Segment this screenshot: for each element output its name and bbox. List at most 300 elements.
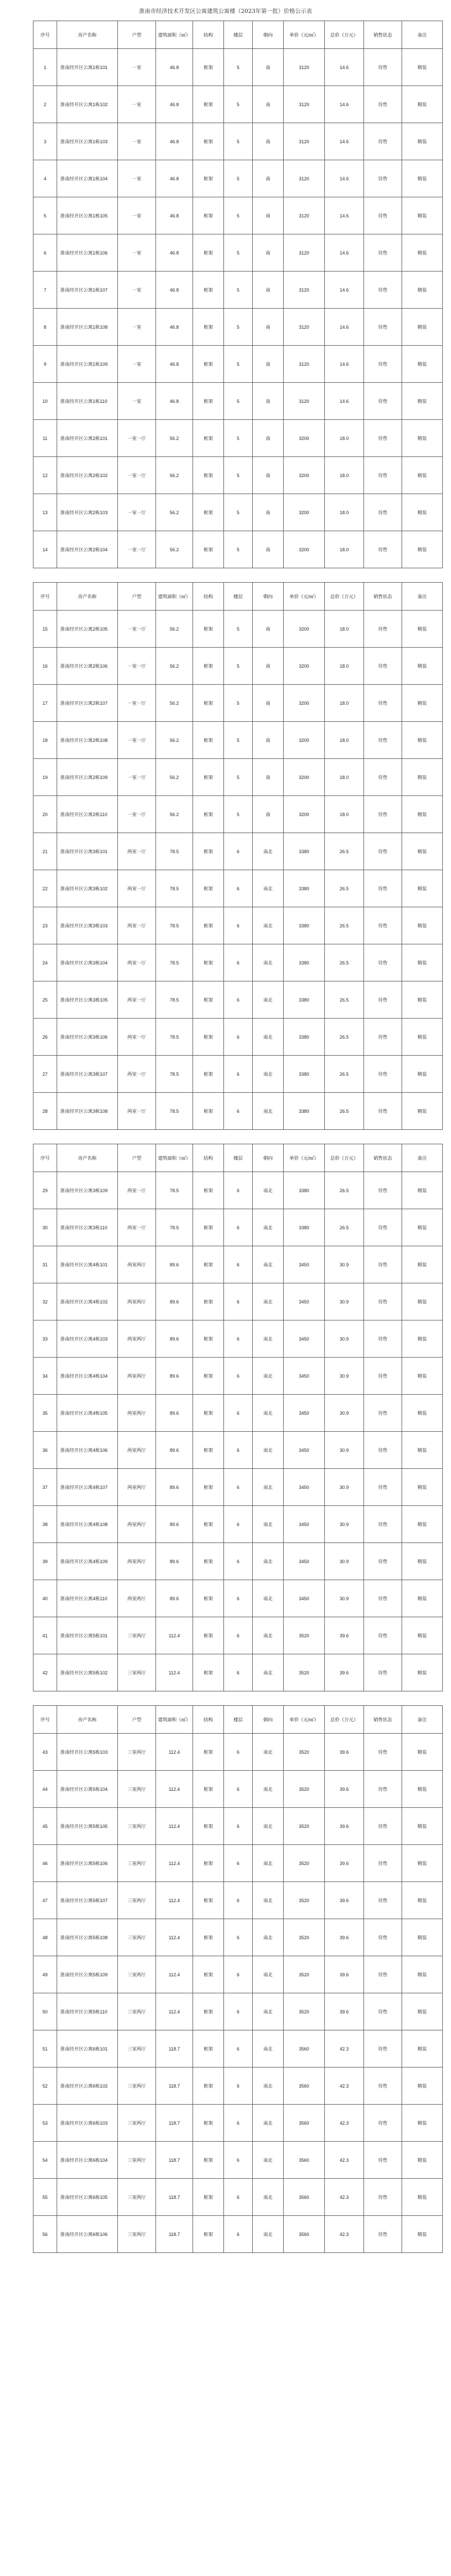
cell-price: 3450: [284, 1580, 325, 1617]
cell-house: 淮南经开区公寓4栋108: [57, 1506, 118, 1543]
cell-house: 淮南经开区公寓2栋109: [57, 759, 118, 796]
cell-floors: 6: [224, 981, 253, 1019]
cell-price: 3380: [284, 1056, 325, 1093]
cell-no: 18: [33, 722, 57, 759]
cell-total: 42.3: [325, 2216, 364, 2253]
cell-layout: 一室一厅: [118, 759, 156, 796]
cell-status: 待售: [364, 1395, 402, 1432]
cell-area: 112.4: [156, 1617, 193, 1654]
cell-house: 淮南经开区公寓3栋101: [57, 833, 118, 870]
cell-orientation: 南北: [253, 1358, 284, 1395]
cell-note: 精装: [402, 1019, 443, 1056]
column-header-price: 单价（元/㎡）: [284, 1706, 325, 1734]
cell-structure: 框架: [193, 907, 224, 944]
cell-price: 3380: [284, 1172, 325, 1209]
cell-no: 27: [33, 1056, 57, 1093]
column-header-floors: 楼层: [224, 583, 253, 611]
cell-house: 淮南经开区公寓3栋104: [57, 944, 118, 981]
cell-no: 12: [33, 457, 57, 494]
cell-house: 淮南经开区公寓3栋102: [57, 870, 118, 907]
column-header-total: 总价（万元）: [325, 21, 364, 49]
column-header-house: 房产名称: [57, 1144, 118, 1172]
cell-structure: 框架: [193, 1845, 224, 1882]
table-row: [33, 2067, 443, 2105]
cell-total: 39.6: [325, 1617, 364, 1654]
table-row: [33, 49, 443, 86]
cell-orientation: 南: [253, 160, 284, 197]
cell-floors: 6: [224, 907, 253, 944]
cell-layout: 三室两厅: [118, 2216, 156, 2253]
cell-orientation: 南北: [253, 1283, 284, 1320]
cell-structure: 框架: [193, 1246, 224, 1283]
cell-total: 30.9: [325, 1395, 364, 1432]
cell-note: 精装: [402, 1283, 443, 1320]
cell-price: 3560: [284, 2030, 325, 2067]
cell-area: 56.2: [156, 759, 193, 796]
cell-total: 42.3: [325, 2067, 364, 2105]
column-header-structure: 结构: [193, 1706, 224, 1734]
cell-orientation: 南北: [253, 944, 284, 981]
column-header-layout: 户型: [118, 21, 156, 49]
cell-structure: 框架: [193, 981, 224, 1019]
cell-status: 待售: [364, 1172, 402, 1209]
cell-structure: 框架: [193, 1808, 224, 1845]
cell-orientation: 南: [253, 457, 284, 494]
column-header-orientation: 朝向: [253, 583, 284, 611]
cell-no: 54: [33, 2142, 57, 2179]
cell-floors: 5: [224, 309, 253, 346]
cell-price: 3520: [284, 1845, 325, 1882]
cell-layout: 两室两厅: [118, 1358, 156, 1395]
cell-orientation: 南北: [253, 1771, 284, 1808]
cell-house: 淮南经开区公寓3栋110: [57, 1209, 118, 1246]
cell-floors: 5: [224, 759, 253, 796]
cell-no: 25: [33, 981, 57, 1019]
table-row: [33, 759, 443, 796]
cell-area: 118.7: [156, 2216, 193, 2253]
cell-status: 待售: [364, 1358, 402, 1395]
table-row: [33, 1734, 443, 1771]
cell-area: 112.4: [156, 1654, 193, 1691]
cell-note: 精装: [402, 1432, 443, 1469]
cell-floors: 5: [224, 346, 253, 383]
cell-note: 精装: [402, 1654, 443, 1691]
cell-note: 精装: [402, 1246, 443, 1283]
cell-no: 21: [33, 833, 57, 870]
cell-note: 精装: [402, 1617, 443, 1654]
cell-area: 46.8: [156, 86, 193, 123]
cell-orientation: 南北: [253, 870, 284, 907]
column-header-status: 销售状态: [364, 1144, 402, 1172]
cell-no: 56: [33, 2216, 57, 2253]
column-header-orientation: 朝向: [253, 1144, 284, 1172]
cell-note: 精装: [402, 457, 443, 494]
cell-structure: 框架: [193, 457, 224, 494]
cell-structure: 框架: [193, 346, 224, 383]
cell-no: 30: [33, 1209, 57, 1246]
cell-total: 26.5: [325, 1172, 364, 1209]
cell-note: 精装: [402, 1734, 443, 1771]
table-header-row: [33, 1706, 443, 1734]
cell-area: 78.5: [156, 1172, 193, 1209]
cell-note: 精装: [402, 2179, 443, 2216]
cell-status: 待售: [364, 86, 402, 123]
cell-status: 待售: [364, 611, 402, 648]
cell-floors: 6: [224, 833, 253, 870]
cell-note: 精装: [402, 870, 443, 907]
column-header-no: 序号: [33, 21, 57, 49]
cell-orientation: 南北: [253, 2179, 284, 2216]
cell-house: 淮南经开区公寓1栋107: [57, 272, 118, 309]
cell-note: 精装: [402, 611, 443, 648]
cell-structure: 框架: [193, 1283, 224, 1320]
cell-floors: 5: [224, 123, 253, 160]
cell-layout: 两室两厅: [118, 1506, 156, 1543]
cell-floors: 6: [224, 1506, 253, 1543]
cell-house: 淮南经开区公寓4栋102: [57, 1283, 118, 1320]
cell-total: 30.9: [325, 1246, 364, 1283]
cell-layout: 两室两厅: [118, 1283, 156, 1320]
cell-layout: 两室两厅: [118, 1432, 156, 1469]
cell-price: 3450: [284, 1395, 325, 1432]
cell-layout: 一室一厅: [118, 648, 156, 685]
cell-area: 112.4: [156, 1919, 193, 1956]
cell-note: 精装: [402, 494, 443, 531]
cell-note: 精装: [402, 1956, 443, 1993]
cell-structure: 框架: [193, 2142, 224, 2179]
cell-structure: 框架: [193, 2216, 224, 2253]
column-header-status: 销售状态: [364, 583, 402, 611]
cell-note: 精装: [402, 648, 443, 685]
cell-orientation: 南北: [253, 1919, 284, 1956]
cell-floors: 5: [224, 383, 253, 420]
table-row: [33, 272, 443, 309]
cell-orientation: 南: [253, 234, 284, 272]
cell-no: 42: [33, 1654, 57, 1691]
cell-note: 精装: [402, 2142, 443, 2179]
cell-price: 3520: [284, 1956, 325, 1993]
cell-area: 46.8: [156, 197, 193, 234]
cell-area: 89.6: [156, 1320, 193, 1358]
cell-structure: 框架: [193, 1093, 224, 1130]
cell-area: 56.2: [156, 457, 193, 494]
cell-floors: 6: [224, 2216, 253, 2253]
cell-structure: 框架: [193, 1919, 224, 1956]
cell-house: 淮南经开区公寓2栋101: [57, 420, 118, 457]
cell-price: 3450: [284, 1283, 325, 1320]
cell-price: 3450: [284, 1320, 325, 1358]
table-row: [33, 86, 443, 123]
cell-orientation: 南北: [253, 1580, 284, 1617]
column-header-note: 备注: [402, 1706, 443, 1734]
cell-house: 淮南经开区公寓1栋108: [57, 309, 118, 346]
table-row: [33, 648, 443, 685]
cell-status: 待售: [364, 420, 402, 457]
cell-house: 淮南经开区公寓4栋103: [57, 1320, 118, 1358]
table-row: [33, 1919, 443, 1956]
cell-orientation: 南北: [253, 1093, 284, 1130]
cell-layout: 三室两厅: [118, 2179, 156, 2216]
cell-status: 待售: [364, 1882, 402, 1919]
column-header-layout: 户型: [118, 1706, 156, 1734]
cell-status: 待售: [364, 160, 402, 197]
cell-structure: 框架: [193, 1506, 224, 1543]
cell-no: 8: [33, 309, 57, 346]
cell-area: 46.8: [156, 234, 193, 272]
cell-floors: 6: [224, 1808, 253, 1845]
cell-orientation: 南北: [253, 1808, 284, 1845]
cell-layout: 三室两厅: [118, 2142, 156, 2179]
cell-house: 淮南经开区公寓3栋103: [57, 907, 118, 944]
cell-price: 3120: [284, 234, 325, 272]
cell-note: 精装: [402, 1469, 443, 1506]
table-header-row: [33, 583, 443, 611]
cell-orientation: 南: [253, 722, 284, 759]
cell-status: 待售: [364, 1469, 402, 1506]
table-row: [33, 1209, 443, 1246]
cell-note: 精装: [402, 383, 443, 420]
table-row: [33, 2030, 443, 2067]
cell-area: 89.6: [156, 1506, 193, 1543]
cell-note: 精装: [402, 1056, 443, 1093]
cell-house: 淮南经开区公寓5栋106: [57, 1845, 118, 1882]
cell-structure: 框架: [193, 1882, 224, 1919]
table-row: [33, 494, 443, 531]
cell-status: 待售: [364, 197, 402, 234]
table-row: [33, 685, 443, 722]
table-row: [33, 123, 443, 160]
cell-price: 3380: [284, 944, 325, 981]
cell-price: 3520: [284, 1654, 325, 1691]
cell-no: 15: [33, 611, 57, 648]
cell-orientation: 南: [253, 531, 284, 568]
table-row: [33, 1283, 443, 1320]
cell-house: 淮南经开区公寓6栋103: [57, 2105, 118, 2142]
cell-no: 11: [33, 420, 57, 457]
cell-area: 118.7: [156, 2142, 193, 2179]
cell-no: 46: [33, 1845, 57, 1882]
cell-price: 3380: [284, 1019, 325, 1056]
cell-note: 精装: [402, 1172, 443, 1209]
cell-price: 3120: [284, 160, 325, 197]
cell-no: 36: [33, 1432, 57, 1469]
cell-price: 3120: [284, 309, 325, 346]
cell-structure: 框架: [193, 1771, 224, 1808]
cell-status: 待售: [364, 2067, 402, 2105]
cell-no: 13: [33, 494, 57, 531]
cell-total: 26.5: [325, 1019, 364, 1056]
cell-total: 18.0: [325, 420, 364, 457]
cell-orientation: 南北: [253, 1469, 284, 1506]
table-row: [33, 1093, 443, 1130]
cell-price: 3520: [284, 1808, 325, 1845]
cell-status: 待售: [364, 1209, 402, 1246]
table-row: [33, 1654, 443, 1691]
column-header-status: 销售状态: [364, 21, 402, 49]
cell-house: 淮南经开区公寓5栋101: [57, 1617, 118, 1654]
column-header-area: 建筑面积（㎡）: [156, 1144, 193, 1172]
cell-price: 3560: [284, 2105, 325, 2142]
cell-no: 23: [33, 907, 57, 944]
cell-price: 3200: [284, 420, 325, 457]
cell-house: 淮南经开区公寓5栋107: [57, 1882, 118, 1919]
cell-status: 待售: [364, 272, 402, 309]
cell-area: 89.6: [156, 1543, 193, 1580]
cell-floors: 6: [224, 1543, 253, 1580]
table-row: [33, 197, 443, 234]
cell-price: 3450: [284, 1432, 325, 1469]
cell-status: 待售: [364, 870, 402, 907]
table-row: [33, 2142, 443, 2179]
cell-layout: 一室一厅: [118, 457, 156, 494]
cell-orientation: 南北: [253, 2142, 284, 2179]
cell-total: 18.0: [325, 685, 364, 722]
cell-floors: 6: [224, 1172, 253, 1209]
cell-total: 18.0: [325, 457, 364, 494]
cell-layout: 两室一厅: [118, 1056, 156, 1093]
cell-no: 50: [33, 1993, 57, 2030]
cell-note: 精装: [402, 981, 443, 1019]
cell-no: 6: [33, 234, 57, 272]
cell-no: 31: [33, 1246, 57, 1283]
cell-note: 精装: [402, 2067, 443, 2105]
cell-orientation: 南北: [253, 1246, 284, 1283]
cell-house: 淮南经开区公寓4栋105: [57, 1395, 118, 1432]
cell-area: 118.7: [156, 2179, 193, 2216]
cell-floors: 6: [224, 1320, 253, 1358]
cell-total: 30.9: [325, 1283, 364, 1320]
cell-note: 精装: [402, 531, 443, 568]
cell-no: 14: [33, 531, 57, 568]
cell-structure: 框架: [193, 2067, 224, 2105]
cell-layout: 三室两厅: [118, 2105, 156, 2142]
cell-structure: 框架: [193, 420, 224, 457]
cell-layout: 一室: [118, 49, 156, 86]
cell-layout: 一室一厅: [118, 611, 156, 648]
cell-total: 14.6: [325, 383, 364, 420]
cell-no: 4: [33, 160, 57, 197]
cell-house: 淮南经开区公寓3栋108: [57, 1093, 118, 1130]
cell-layout: 三室两厅: [118, 1808, 156, 1845]
cell-layout: 一室一厅: [118, 685, 156, 722]
cell-house: 淮南经开区公寓5栋102: [57, 1654, 118, 1691]
cell-note: 精装: [402, 1209, 443, 1246]
cell-layout: 一室: [118, 346, 156, 383]
cell-status: 待售: [364, 685, 402, 722]
cell-area: 56.2: [156, 420, 193, 457]
cell-price: 3120: [284, 346, 325, 383]
cell-layout: 三室两厅: [118, 1734, 156, 1771]
cell-layout: 三室两厅: [118, 1993, 156, 2030]
cell-price: 3200: [284, 457, 325, 494]
cell-layout: 两室一厅: [118, 907, 156, 944]
cell-note: 精装: [402, 907, 443, 944]
price-table: [33, 1705, 443, 2253]
table-row: [33, 1358, 443, 1395]
cell-total: 18.0: [325, 494, 364, 531]
cell-house: 淮南经开区公寓4栋106: [57, 1432, 118, 1469]
cell-no: 2: [33, 86, 57, 123]
cell-orientation: 南北: [253, 907, 284, 944]
cell-floors: 6: [224, 1734, 253, 1771]
cell-no: 10: [33, 383, 57, 420]
table-row: [33, 1395, 443, 1432]
table-row: [33, 531, 443, 568]
cell-house: 淮南经开区公寓1栋104: [57, 160, 118, 197]
cell-house: 淮南经开区公寓5栋105: [57, 1808, 118, 1845]
cell-status: 待售: [364, 2105, 402, 2142]
cell-no: 22: [33, 870, 57, 907]
cell-price: 3200: [284, 494, 325, 531]
cell-structure: 框架: [193, 123, 224, 160]
cell-total: 39.6: [325, 1919, 364, 1956]
cell-total: 30.9: [325, 1320, 364, 1358]
table-row: [33, 1882, 443, 1919]
cell-structure: 框架: [193, 1734, 224, 1771]
column-header-total: 总价（万元）: [325, 1706, 364, 1734]
cell-total: 14.6: [325, 123, 364, 160]
cell-area: 46.8: [156, 309, 193, 346]
cell-note: 精装: [402, 796, 443, 833]
cell-price: 3380: [284, 907, 325, 944]
cell-floors: 5: [224, 234, 253, 272]
cell-note: 精装: [402, 86, 443, 123]
cell-area: 56.2: [156, 796, 193, 833]
cell-price: 3200: [284, 722, 325, 759]
document-title: 淮南市经济技术开发区公寓建筑公寓楼（2023年第一批）价格公示表: [139, 8, 312, 14]
table-row: [33, 981, 443, 1019]
cell-area: 78.5: [156, 1093, 193, 1130]
cell-status: 待售: [364, 309, 402, 346]
cell-structure: 框架: [193, 1209, 224, 1246]
cell-no: 20: [33, 796, 57, 833]
cell-floors: 6: [224, 1056, 253, 1093]
cell-structure: 框架: [193, 1617, 224, 1654]
cell-total: 42.3: [325, 2030, 364, 2067]
cell-structure: 框架: [193, 531, 224, 568]
cell-total: 26.5: [325, 833, 364, 870]
cell-floors: 6: [224, 1283, 253, 1320]
column-header-price: 单价（元/㎡）: [284, 583, 325, 611]
cell-layout: 三室两厅: [118, 1919, 156, 1956]
cell-floors: 5: [224, 722, 253, 759]
cell-status: 待售: [364, 1808, 402, 1845]
cell-orientation: 南: [253, 86, 284, 123]
cell-layout: 一室一厅: [118, 531, 156, 568]
cell-layout: 一室: [118, 272, 156, 309]
column-header-structure: 结构: [193, 583, 224, 611]
cell-status: 待售: [364, 383, 402, 420]
cell-area: 89.6: [156, 1283, 193, 1320]
cell-no: 1: [33, 49, 57, 86]
cell-total: 30.9: [325, 1358, 364, 1395]
column-header-floors: 楼层: [224, 1706, 253, 1734]
cell-floors: 6: [224, 1246, 253, 1283]
cell-house: 淮南经开区公寓2栋106: [57, 648, 118, 685]
cell-status: 待售: [364, 796, 402, 833]
table-row: [33, 1993, 443, 2030]
cell-status: 待售: [364, 1617, 402, 1654]
cell-layout: 一室: [118, 160, 156, 197]
cell-area: 46.8: [156, 49, 193, 86]
cell-area: 89.6: [156, 1358, 193, 1395]
cell-status: 待售: [364, 1320, 402, 1358]
cell-area: 112.4: [156, 1882, 193, 1919]
column-header-note: 备注: [402, 1144, 443, 1172]
cell-price: 3120: [284, 123, 325, 160]
cell-status: 待售: [364, 49, 402, 86]
cell-no: 52: [33, 2067, 57, 2105]
